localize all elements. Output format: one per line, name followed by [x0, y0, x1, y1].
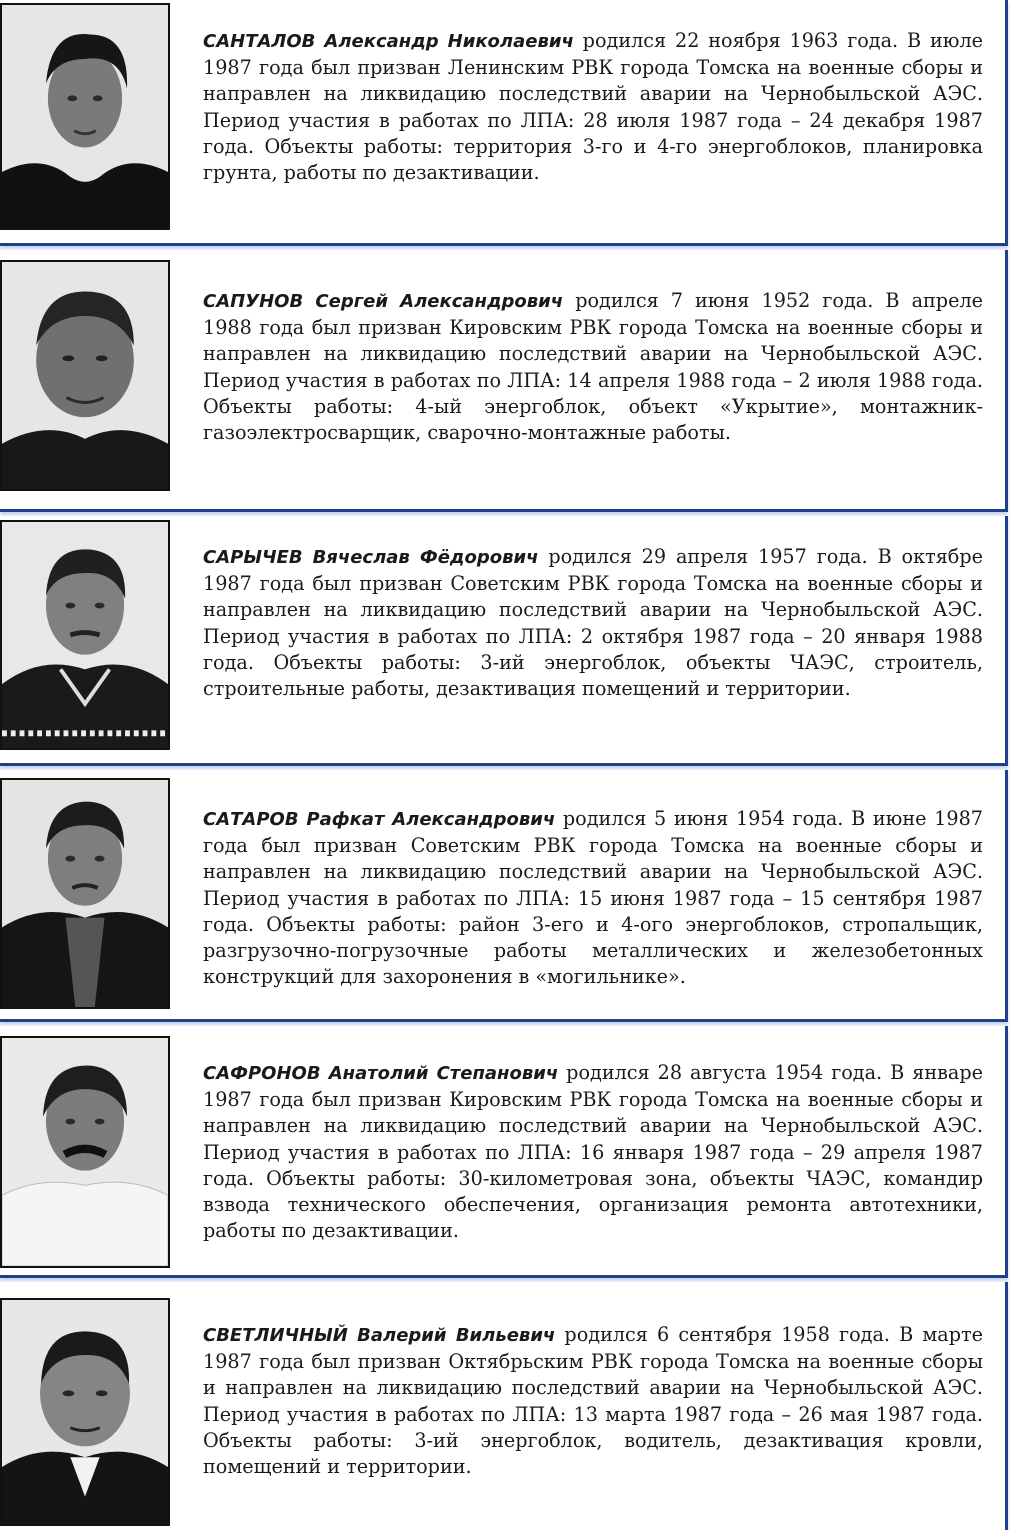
person-name: САФРОНОВ Анатолий Степанович [203, 1063, 559, 1084]
biography-text [203, 1060, 983, 1244]
biography-body: родился 6 сентября 1958 года. В марте 1987 года был призван Октябрьским РВК города Томска на военные сборы и направлен на ликвидацию последствий аварии на Чернобыльской АЭС. Период участия в работах по ЛПА: 13 марта 1987 года – 26 мая 1987 года. Объекты работы: 3-ий энергоблок, водитель, дезактивация кровли, помещений и территории. [203, 1323, 983, 1479]
biography-body: родился 29 апреля 1957 года. В октябре 1987 года был призван Советским РВК города Томска на военные сборы и направлен на ликвидацию последствий аварии на Чернобыльской АЭС. Период участия в работах по ЛПА: 2 октября 1987 года – 20 января 1988 года. Объекты работы: 3-ий энергоблок, объекты ЧАЭС, строитель, строительные работы, дезактивация помещений и территории. [203, 545, 983, 701]
biography-entry [0, 0, 1008, 246]
biography-text [203, 806, 983, 990]
biography-entry [0, 516, 1008, 766]
biography-entry [0, 770, 1008, 1022]
portrait-photo [0, 260, 170, 491]
biography-text [203, 1322, 983, 1480]
portrait-photo [0, 520, 170, 750]
portrait-photo [0, 778, 170, 1009]
biography-body: родился 28 августа 1954 года. В январе 1987 года был призван Кировским РВК города Томска на военные сборы и направлен на ликвидацию последствий аварии на Чернобыльской АЭС. Период участия в работах по ЛПА: 16 января 1987 года – 29 апреля 1987 года. Объекты работы: 30-километровая зона, объекты ЧАЭС, командир взвода технического обеспечения, организация ремонта автотехники, работы по дезактивации. [203, 1061, 983, 1243]
person-name: САПУНОВ Сергей Александрович [203, 291, 564, 312]
portrait-photo [0, 1298, 170, 1526]
biography-text [203, 544, 983, 702]
portrait-photo [0, 1036, 170, 1268]
biography-entry [0, 250, 1008, 512]
person-name: СВЕТЛИЧНЫЙ Валерий Вильевич [203, 1325, 556, 1346]
biography-entry [0, 1026, 1008, 1278]
person-name: САРЫЧЕВ Вячеслав Фёдорович [203, 547, 539, 568]
portrait-photo [0, 3, 170, 230]
person-name: САНТАЛОВ Александр Николаевич [203, 31, 574, 52]
biography-text [203, 28, 983, 186]
biography-body: родился 7 июня 1952 года. В апреле 1988 года был призван Кировским РВК города Томска на военные сборы и направлен на ликвидацию последствий аварии на Чернобыльской АЭС. Период участия в работах по ЛПА: 14 апреля 1988 года – 2 июля 1988 года. Объекты работы: 4-ый энергоблок, объект «Укрытие», монтажник-газоэлектросварщик, сварочно-монтажные работы. [203, 289, 983, 445]
biography-body: родился 5 июня 1954 года. В июне 1987 года был призван Советским РВК города Томска на военные сборы и направлен на ликвидацию последствий аварии на Чернобыльской АЭС. Период участия в работах по ЛПА: 15 июня 1987 года – 15 сентября 1987 года. Объекты работы: район 3-его и 4-ого энергоблоков, стропальщик, разгрузочно-погрузочные работы металлических и железобетонных конструкций для захоронения в «могильнике». [203, 807, 983, 989]
biography-entry [0, 1282, 1008, 1530]
biography-text [203, 288, 983, 446]
person-name: САТАРОВ Рафкат Александрович [203, 809, 556, 830]
biography-body: родился 22 ноября 1963 года. В июле 1987 года был призван Ленинским РВК города Томска на военные сборы и направлен на ликвидацию последствий аварии на Чернобыльской АЭС. Период участия в работах по ЛПА: 28 июля 1987 года – 24 декабря 1987 года. Объекты работы: территория 3-го и 4-го энергоблоков, планировка грунта, работы по дезактивации. [203, 29, 983, 185]
